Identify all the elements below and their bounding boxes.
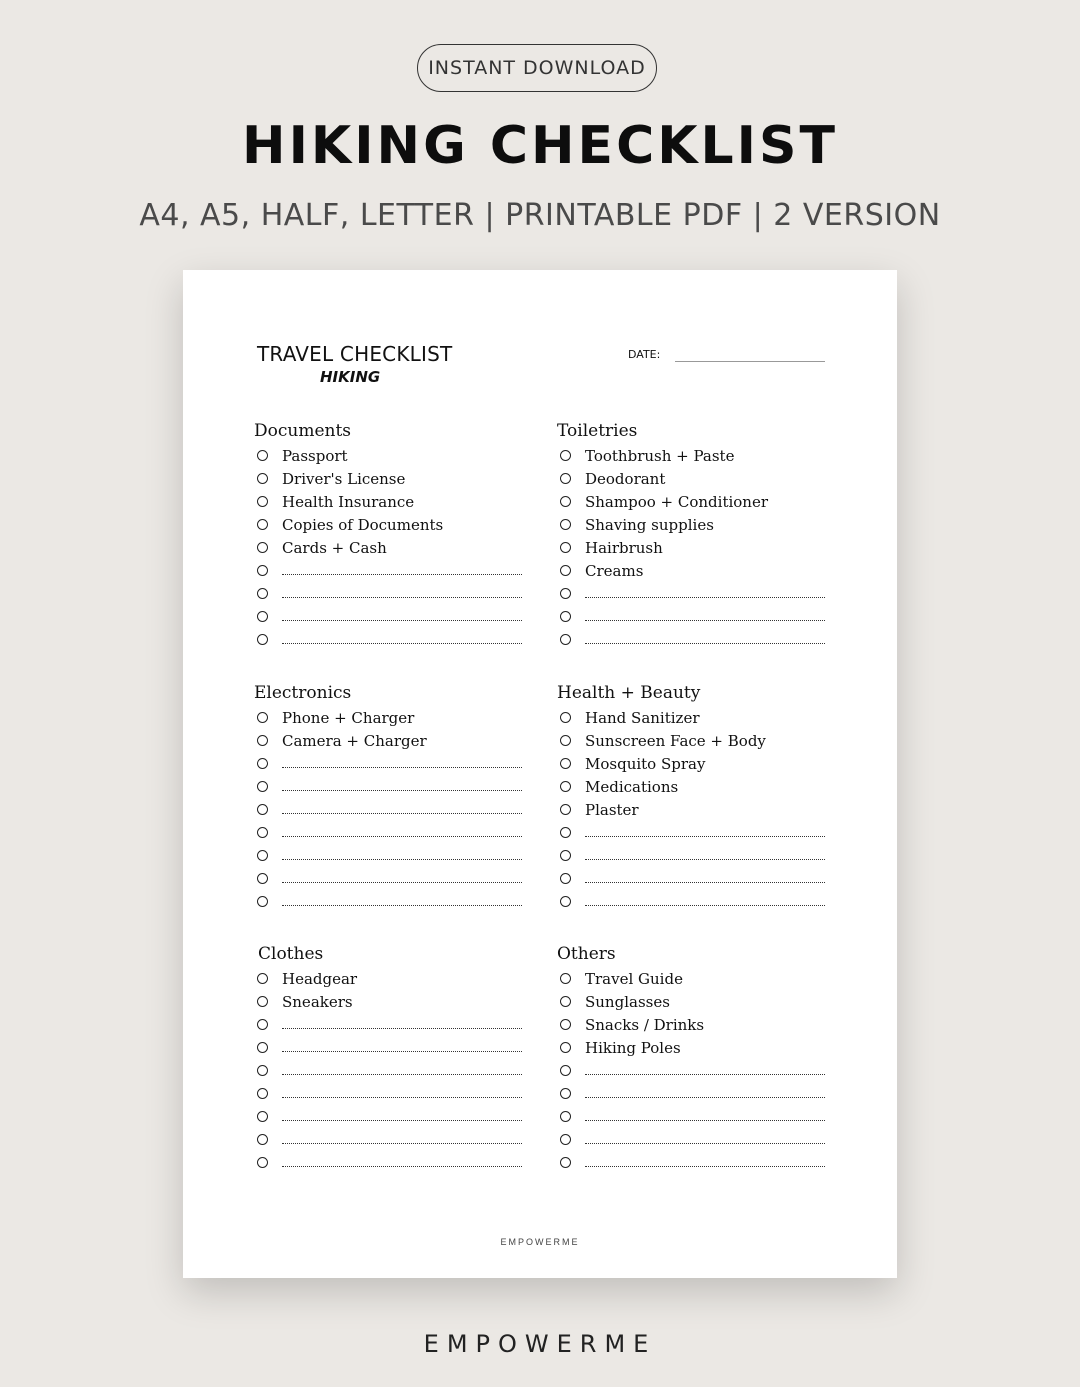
checklist-item xyxy=(254,1151,522,1174)
checklist-item xyxy=(557,1105,825,1128)
checkbox-circle[interactable] xyxy=(257,1042,268,1053)
checklist-item xyxy=(254,1082,522,1105)
checkbox-circle[interactable] xyxy=(257,1111,268,1122)
page-title: HIKING CHECKLIST xyxy=(242,116,838,176)
checklist-item xyxy=(557,1036,825,1059)
instant-download-badge: INSTANT DOWNLOAD xyxy=(417,44,657,92)
checklist-item xyxy=(254,867,522,890)
checklist-item xyxy=(254,490,522,513)
item-label: Hiking Poles xyxy=(585,1038,681,1057)
checklist-item xyxy=(254,1059,522,1082)
section-clothes xyxy=(254,941,522,1174)
section-title: Documents xyxy=(254,421,352,441)
checklist-item xyxy=(254,1013,522,1036)
section-title: Health + Beauty xyxy=(557,683,701,703)
checklist-item xyxy=(557,967,825,990)
format-subtitle: A4, A5, HALF, LETTER | PRINTABLE PDF | 2 VERSION xyxy=(139,198,941,233)
blank-line[interactable] xyxy=(282,564,522,575)
checkbox-circle[interactable] xyxy=(257,996,268,1007)
blank-line[interactable] xyxy=(282,1064,522,1075)
checklist-item xyxy=(557,582,825,605)
checkbox-circle[interactable] xyxy=(560,1042,571,1053)
checklist-item xyxy=(557,628,825,651)
checklist-item xyxy=(557,867,825,890)
sheet-subtitle: HIKING xyxy=(320,368,381,386)
blank-line[interactable] xyxy=(282,872,522,883)
blank-line[interactable] xyxy=(282,803,522,814)
checkbox-circle[interactable] xyxy=(257,1065,268,1076)
blank-line[interactable] xyxy=(585,872,825,883)
checklist-item xyxy=(254,967,522,990)
checklist-items xyxy=(254,967,522,1174)
item-label: Deodorant xyxy=(585,469,666,488)
checkbox-circle[interactable] xyxy=(257,873,268,884)
blank-line[interactable] xyxy=(585,1087,825,1098)
checklist-item xyxy=(254,729,522,752)
item-label: Medications xyxy=(585,777,679,796)
item-label: Sunglasses xyxy=(585,992,670,1011)
checkbox-circle[interactable] xyxy=(257,542,268,553)
checkbox-circle[interactable] xyxy=(257,1134,268,1145)
checkbox-circle[interactable] xyxy=(560,827,571,838)
checkbox-circle[interactable] xyxy=(257,781,268,792)
section-documents xyxy=(254,418,522,651)
checkbox-circle[interactable] xyxy=(560,542,571,553)
checkbox-circle[interactable] xyxy=(560,1134,571,1145)
checkbox-circle[interactable] xyxy=(257,519,268,530)
blank-line[interactable] xyxy=(585,633,825,644)
checkbox-circle[interactable] xyxy=(560,1111,571,1122)
date-label: DATE: xyxy=(628,348,661,361)
checklist-item xyxy=(557,1128,825,1151)
blank-line[interactable] xyxy=(282,849,522,860)
blank-line[interactable] xyxy=(585,849,825,860)
checklist-item xyxy=(254,798,522,821)
checkbox-circle[interactable] xyxy=(560,804,571,815)
blank-line[interactable] xyxy=(585,1133,825,1144)
checkbox-circle[interactable] xyxy=(560,1088,571,1099)
checklist-item xyxy=(557,752,825,775)
blank-line[interactable] xyxy=(282,587,522,598)
checkbox-circle[interactable] xyxy=(560,450,571,461)
sheet-title: TRAVEL CHECKLIST xyxy=(257,342,453,366)
checkbox-circle[interactable] xyxy=(257,611,268,622)
blank-line[interactable] xyxy=(282,826,522,837)
item-label: Health Insurance xyxy=(282,492,415,511)
checklist-item xyxy=(254,444,522,467)
section-title: Others xyxy=(557,944,616,964)
checkbox-circle[interactable] xyxy=(257,588,268,599)
checklist-items xyxy=(557,706,825,913)
blank-line[interactable] xyxy=(585,587,825,598)
checkbox-circle[interactable] xyxy=(257,450,268,461)
checklist-item xyxy=(557,775,825,798)
checkbox-circle[interactable] xyxy=(257,1088,268,1099)
item-label: Passport xyxy=(282,446,348,465)
item-label: Shampoo + Conditioner xyxy=(585,492,769,511)
blank-line[interactable] xyxy=(282,1110,522,1121)
checkbox-circle[interactable] xyxy=(560,634,571,645)
checkbox-circle[interactable] xyxy=(560,1065,571,1076)
checklist-item xyxy=(254,559,522,582)
checkbox-circle[interactable] xyxy=(560,588,571,599)
checkbox-circle[interactable] xyxy=(560,712,571,723)
checkbox-circle[interactable] xyxy=(560,735,571,746)
checklist-item xyxy=(557,890,825,913)
checklist-item xyxy=(557,1082,825,1105)
checkbox-circle[interactable] xyxy=(257,634,268,645)
item-label: Sunscreen Face + Body xyxy=(585,731,766,750)
blank-line[interactable] xyxy=(585,1064,825,1075)
date-field-line xyxy=(675,361,825,362)
item-label: Phone + Charger xyxy=(282,708,415,727)
checklist-item xyxy=(557,821,825,844)
blank-line[interactable] xyxy=(282,757,522,768)
checklist-item xyxy=(557,513,825,536)
checkbox-circle[interactable] xyxy=(560,873,571,884)
checklist-item xyxy=(254,706,522,729)
blank-line[interactable] xyxy=(585,895,825,906)
checklist-item xyxy=(557,467,825,490)
checkbox-circle[interactable] xyxy=(560,519,571,530)
checklist-item xyxy=(557,444,825,467)
blank-line[interactable] xyxy=(282,1041,522,1052)
checklist-item xyxy=(254,775,522,798)
checkbox-circle[interactable] xyxy=(560,1019,571,1030)
checklist-item xyxy=(254,752,522,775)
checklist-items xyxy=(557,444,825,651)
checkbox-circle[interactable] xyxy=(560,473,571,484)
section-title: Electronics xyxy=(254,683,352,703)
item-label: Hairbrush xyxy=(585,538,663,557)
checkbox-circle[interactable] xyxy=(560,758,571,769)
checklist-item xyxy=(557,990,825,1013)
item-label: Travel Guide xyxy=(585,969,683,988)
item-label: Snacks / Drinks xyxy=(585,1015,705,1034)
section-health-beauty xyxy=(557,680,825,913)
item-label: Copies of Documents xyxy=(282,515,444,534)
checklist-item xyxy=(557,536,825,559)
item-label: Cards + Cash xyxy=(282,538,387,557)
item-label: Sneakers xyxy=(282,992,353,1011)
item-label: Mosquito Spray xyxy=(585,754,706,773)
checklist-item xyxy=(254,821,522,844)
checklist-item xyxy=(557,706,825,729)
blank-line[interactable] xyxy=(585,1110,825,1121)
sheet-brand: EMPOWERME xyxy=(500,1237,580,1247)
checkbox-circle[interactable] xyxy=(257,827,268,838)
checklist-item xyxy=(557,1151,825,1174)
checkbox-circle[interactable] xyxy=(560,996,571,1007)
checkbox-circle[interactable] xyxy=(560,896,571,907)
checklist-item xyxy=(254,536,522,559)
section-toiletries xyxy=(557,418,825,651)
checkbox-circle[interactable] xyxy=(257,850,268,861)
checklist-items xyxy=(254,706,522,913)
item-label: Creams xyxy=(585,561,644,580)
checklist-sheet xyxy=(183,270,897,1278)
checklist-item xyxy=(557,559,825,582)
checklist-item xyxy=(557,844,825,867)
checklist-item xyxy=(254,890,522,913)
checklist-item xyxy=(557,1059,825,1082)
checkbox-circle[interactable] xyxy=(560,496,571,507)
checkbox-circle[interactable] xyxy=(257,473,268,484)
checklist-item xyxy=(557,1013,825,1036)
checkbox-circle[interactable] xyxy=(257,896,268,907)
checkbox-circle[interactable] xyxy=(257,496,268,507)
checklist-item xyxy=(254,582,522,605)
checkbox-circle[interactable] xyxy=(257,735,268,746)
section-title: Toiletries xyxy=(557,421,638,441)
checklist-item xyxy=(254,990,522,1013)
checklist-items xyxy=(557,967,825,1174)
checkbox-circle[interactable] xyxy=(257,712,268,723)
checkbox-circle[interactable] xyxy=(560,850,571,861)
checkbox-circle[interactable] xyxy=(257,758,268,769)
section-others xyxy=(557,941,825,1174)
brand-logo: EMPOWERME xyxy=(423,1330,657,1358)
checkbox-circle[interactable] xyxy=(560,781,571,792)
checklist-item xyxy=(557,729,825,752)
checkbox-circle[interactable] xyxy=(560,611,571,622)
checklist-item xyxy=(254,1105,522,1128)
checkbox-circle[interactable] xyxy=(257,973,268,984)
checkbox-circle[interactable] xyxy=(560,565,571,576)
checkbox-circle[interactable] xyxy=(560,973,571,984)
checklist-item xyxy=(557,605,825,628)
checklist-item xyxy=(254,467,522,490)
blank-line[interactable] xyxy=(585,610,825,621)
item-label: Hand Sanitizer xyxy=(585,708,700,727)
checklist-item xyxy=(254,513,522,536)
checklist-item xyxy=(557,490,825,513)
item-label: Headgear xyxy=(282,969,358,988)
blank-line[interactable] xyxy=(282,1156,522,1167)
checkbox-circle[interactable] xyxy=(257,565,268,576)
item-label: Toothbrush + Paste xyxy=(585,446,735,465)
section-title: Clothes xyxy=(258,944,324,964)
checklist-item xyxy=(557,798,825,821)
blank-line[interactable] xyxy=(282,1087,522,1098)
blank-line[interactable] xyxy=(282,1133,522,1144)
checkbox-circle[interactable] xyxy=(257,1019,268,1030)
blank-line[interactable] xyxy=(282,633,522,644)
item-label: Driver's License xyxy=(282,469,406,488)
section-electronics xyxy=(254,680,522,913)
blank-line[interactable] xyxy=(585,1156,825,1167)
checkbox-circle[interactable] xyxy=(257,804,268,815)
checklist-item xyxy=(254,1128,522,1151)
item-label: Plaster xyxy=(585,800,639,819)
checkbox-circle[interactable] xyxy=(257,1157,268,1168)
checklist-item xyxy=(254,605,522,628)
blank-line[interactable] xyxy=(282,1018,522,1029)
blank-line[interactable] xyxy=(282,895,522,906)
blank-line[interactable] xyxy=(282,610,522,621)
checklist-item xyxy=(254,628,522,651)
checklist-items xyxy=(254,444,522,651)
blank-line[interactable] xyxy=(585,826,825,837)
item-label: Camera + Charger xyxy=(282,731,427,750)
checkbox-circle[interactable] xyxy=(560,1157,571,1168)
checklist-item xyxy=(254,844,522,867)
item-label: Shaving supplies xyxy=(585,515,714,534)
blank-line[interactable] xyxy=(282,780,522,791)
checklist-item xyxy=(254,1036,522,1059)
